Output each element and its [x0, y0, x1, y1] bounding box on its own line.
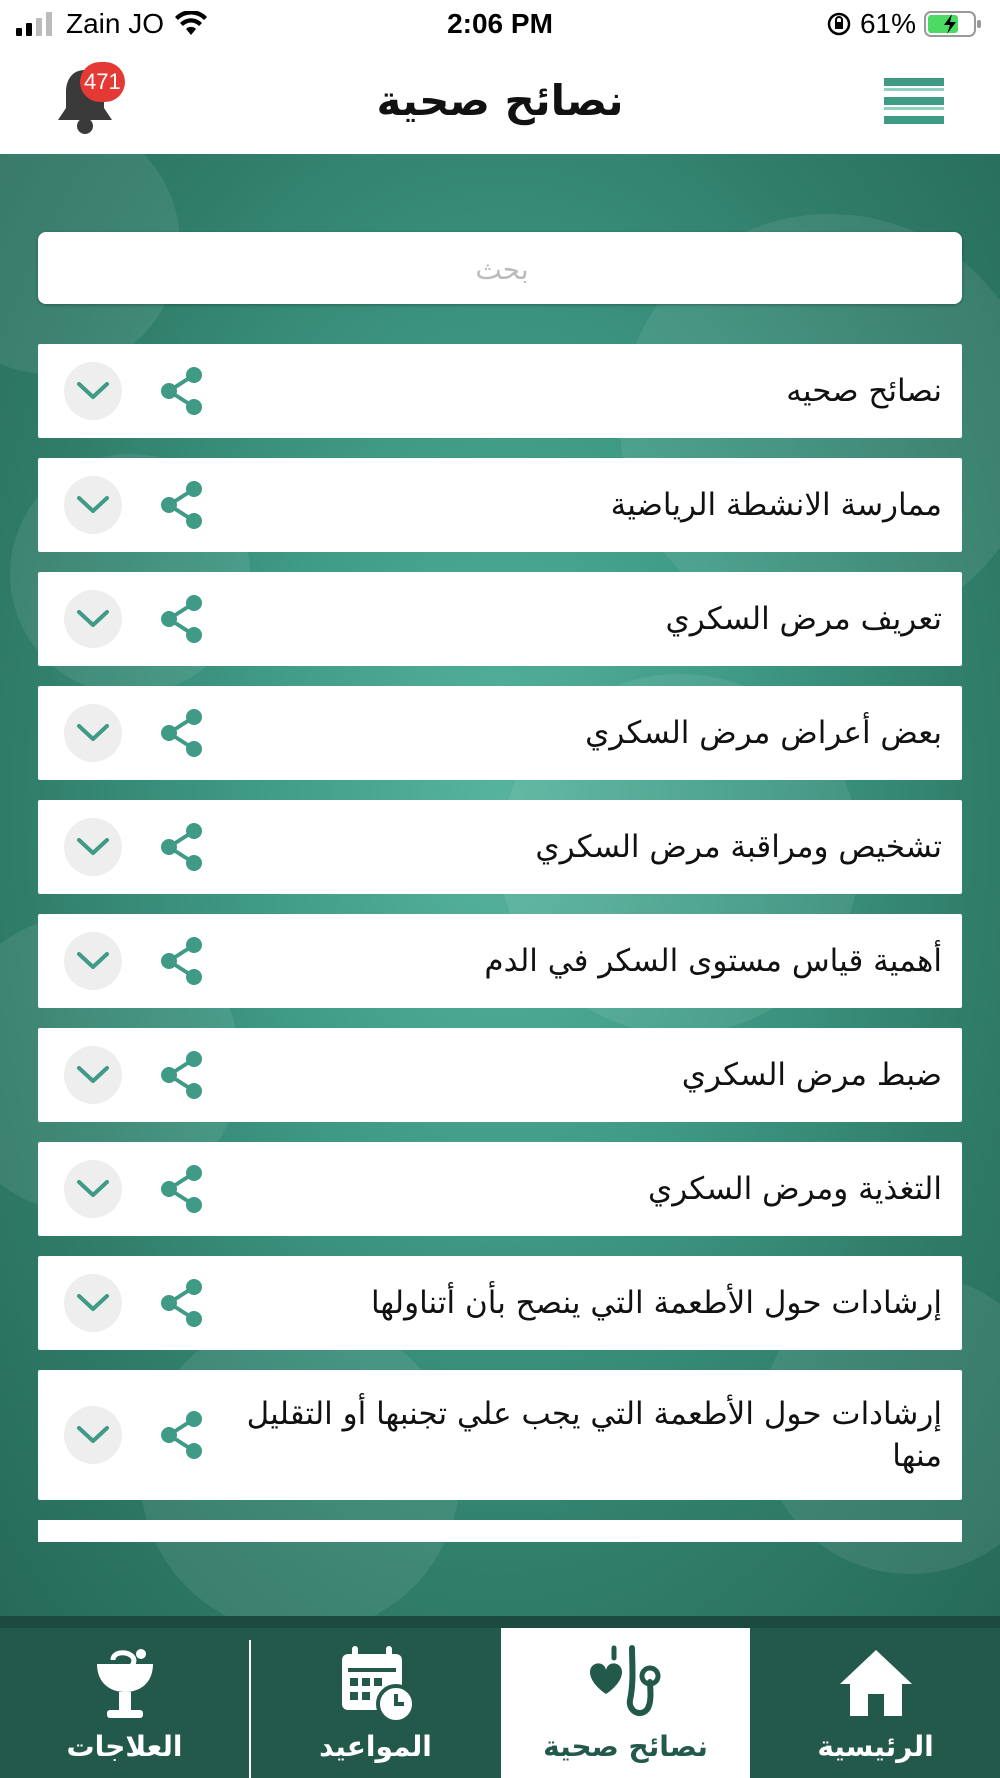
expand-button[interactable] [64, 704, 122, 762]
menu-button[interactable] [884, 78, 944, 124]
tip-row[interactable] [38, 1028, 962, 1122]
share-icon[interactable] [156, 1277, 208, 1329]
expand-button[interactable] [64, 362, 122, 420]
content-area[interactable] [0, 154, 1000, 1616]
notification-badge: 471 [80, 62, 125, 102]
tip-row[interactable] [38, 686, 962, 780]
tab-appointments[interactable] [251, 1628, 500, 1778]
share-icon[interactable] [156, 707, 208, 759]
tip-title: أهمية قياس مستوى السكر في الدم [484, 943, 942, 979]
tip-row-partial[interactable] [38, 1520, 962, 1542]
tab-treatments[interactable] [0, 1628, 249, 1778]
share-icon[interactable] [156, 593, 208, 645]
medicine-icon [83, 1642, 167, 1726]
battery-icon [924, 10, 982, 38]
chevron-down-icon [76, 495, 110, 515]
share-icon[interactable] [156, 935, 208, 987]
tip-row[interactable] [38, 458, 962, 552]
tips-list [38, 344, 962, 1542]
expand-button[interactable] [64, 1274, 122, 1332]
tab-home-label: الرئيسية [817, 1730, 934, 1763]
status-right [826, 8, 982, 40]
tip-title: إرشادات حول الأطعمة التي يجب علي تجنبها أو التقليل منها [246, 1396, 942, 1474]
tip-row[interactable] [38, 1142, 962, 1236]
search-box[interactable] [38, 232, 962, 304]
tip-row[interactable] [38, 344, 962, 438]
tip-title: ضبط مرض السكري [681, 1057, 942, 1093]
tip-row[interactable] [38, 800, 962, 894]
tip-row[interactable] [38, 572, 962, 666]
tab-appointments-label: المواعيد [319, 1730, 432, 1763]
tip-row[interactable] [38, 914, 962, 1008]
stethoscope-heart-icon [584, 1642, 668, 1726]
share-icon[interactable] [156, 365, 208, 417]
expand-button[interactable] [64, 476, 122, 534]
chevron-down-icon [76, 723, 110, 743]
tip-row[interactable] [38, 1370, 962, 1500]
app-header [0, 50, 1000, 154]
share-icon[interactable] [156, 479, 208, 531]
tip-title: إرشادات حول الأطعمة التي ينصح بأن أتناولها [370, 1285, 942, 1321]
expand-button[interactable] [64, 818, 122, 876]
chevron-down-icon [76, 381, 110, 401]
chevron-down-icon [76, 1425, 110, 1445]
status-bar [0, 0, 1000, 50]
page-title: نصائح صحية [376, 76, 624, 125]
tab-health-tips[interactable] [501, 1628, 750, 1778]
expand-button[interactable] [64, 1160, 122, 1218]
chevron-down-icon [76, 609, 110, 629]
expand-button[interactable] [64, 1406, 122, 1464]
share-icon[interactable] [156, 821, 208, 873]
calendar-icon [334, 1642, 418, 1726]
bottom-tab-bar [0, 1616, 1000, 1778]
battery-percent: 61% [859, 8, 916, 39]
tip-title: ممارسة الانشطة الرياضية [610, 487, 942, 523]
tab-health-tips-label: نصائح صحية [543, 1730, 708, 1763]
share-icon[interactable] [156, 1049, 208, 1101]
share-icon[interactable] [156, 1409, 208, 1461]
chevron-down-icon [76, 1065, 110, 1085]
tab-home[interactable] [751, 1628, 1000, 1778]
orientation-lock-icon [826, 11, 852, 37]
expand-button[interactable] [64, 932, 122, 990]
tip-title: تشخيص ومراقبة مرض السكري [535, 829, 942, 865]
expand-button[interactable] [64, 590, 122, 648]
chevron-down-icon [76, 951, 110, 971]
share-icon[interactable] [156, 1163, 208, 1215]
tip-title: بعض أعراض مرض السكري [585, 715, 942, 751]
home-icon [834, 1642, 918, 1726]
tip-title: التغذية ومرض السكري [648, 1171, 942, 1207]
tip-title: تعريف مرض السكري [665, 601, 942, 637]
chevron-down-icon [76, 837, 110, 857]
tip-row[interactable] [38, 1256, 962, 1350]
tip-title: نصائح صحيه [786, 373, 942, 409]
carrier-name: Zain JO [66, 8, 165, 39]
chevron-down-icon [76, 1179, 110, 1199]
search-input[interactable] [38, 232, 966, 306]
tab-treatments-label: العلاجات [66, 1730, 183, 1763]
expand-button[interactable] [64, 1046, 122, 1104]
hamburger-icon [884, 78, 944, 124]
chevron-down-icon [76, 1293, 110, 1313]
status-time: 2:06 PM [447, 8, 553, 39]
